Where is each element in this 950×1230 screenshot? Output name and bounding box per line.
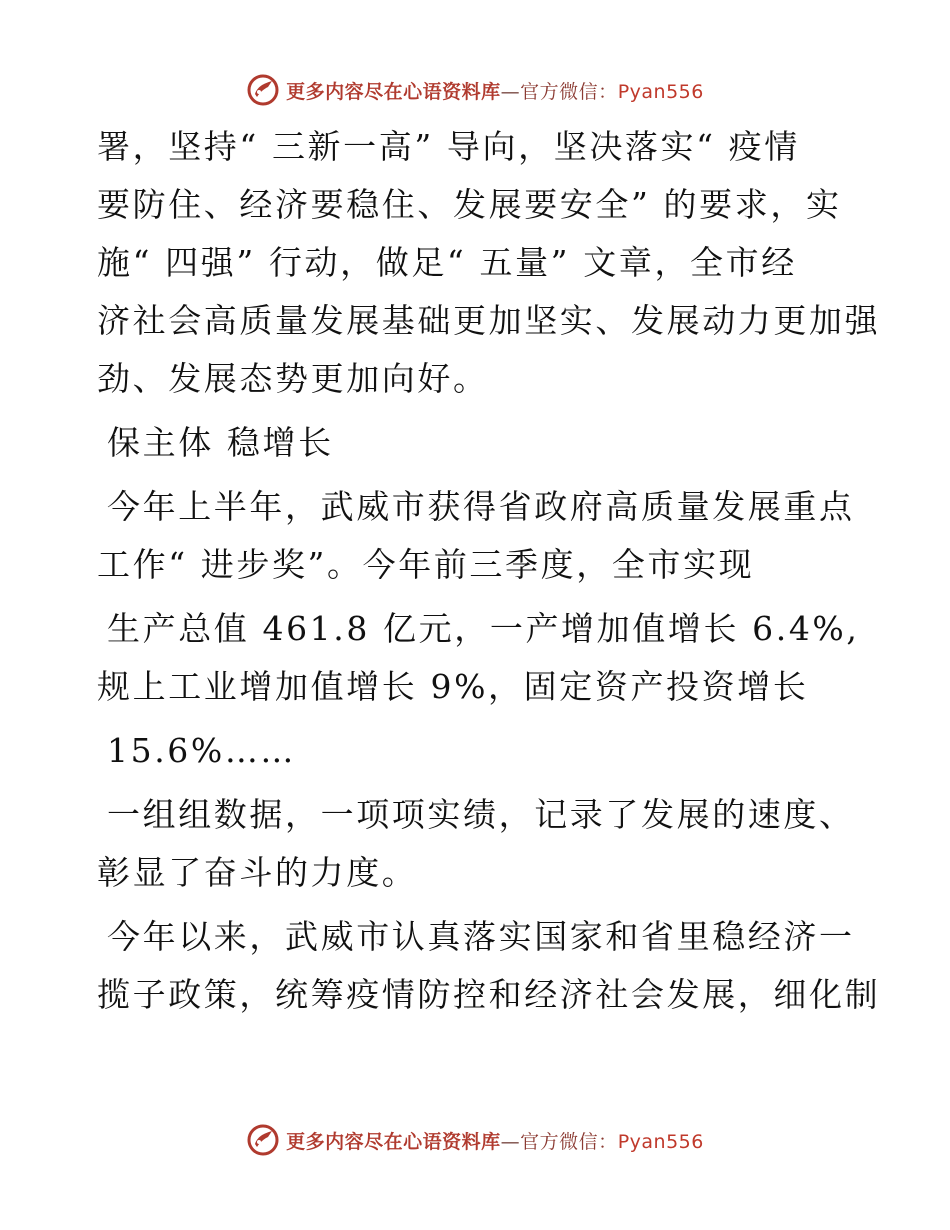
paragraph-award bbox=[97, 478, 857, 536]
text-line: 今年以来，武威市认真落实国家和省里稳经济一 bbox=[107, 917, 855, 956]
text-line: 揽子政策，统筹疫情防控和经济社会发展，细化制 bbox=[97, 975, 881, 1014]
text-line: 署，坚持“ 三新一高” 导向，坚决落实“ 疫情 bbox=[97, 127, 800, 166]
paragraph-policy-cont bbox=[97, 966, 881, 1024]
library-logo-icon bbox=[246, 1123, 280, 1157]
paragraph-gdp bbox=[97, 600, 860, 658]
text-line: 工作“ 进步奖”。今年前三季度，全市实现 bbox=[97, 545, 755, 584]
paragraph-data-summary-cont bbox=[97, 844, 857, 902]
text-line: 彰显了奋斗的力度。 bbox=[97, 853, 418, 892]
document-body bbox=[97, 118, 881, 1024]
paragraph-intro-continuation bbox=[97, 118, 881, 408]
paragraph-data-summary bbox=[97, 786, 857, 844]
paragraph-policy bbox=[97, 908, 857, 966]
footer-banner bbox=[0, 1120, 950, 1160]
text-line: 施“ 四强” 行动，做足“ 五量” 文章，全市经 bbox=[97, 243, 797, 282]
library-logo-icon bbox=[246, 73, 280, 107]
banner-text bbox=[286, 1127, 704, 1154]
text-line: 今年上半年，武威市获得省政府高质量发展重点 bbox=[107, 487, 855, 526]
paragraph-investment bbox=[97, 722, 857, 780]
banner-wechat-id: Pyan556 bbox=[617, 80, 704, 103]
banner-separator: — bbox=[500, 80, 521, 103]
banner-wechat-label: 官方微信： bbox=[520, 1130, 618, 1153]
banner-text bbox=[286, 77, 704, 104]
banner-main-text: 更多内容尽在心语资料库 bbox=[286, 80, 501, 103]
banner-separator: — bbox=[500, 1130, 521, 1153]
heading-text: 保主体 稳增长 bbox=[107, 423, 334, 462]
banner-wechat-id: Pyan556 bbox=[617, 1130, 704, 1153]
banner-main-text: 更多内容尽在心语资料库 bbox=[286, 1130, 501, 1153]
text-line: 生产总值 461.8 亿元，一产增加值增长 6.4%, bbox=[107, 609, 860, 648]
text-line: 要防住、经济要稳住、发展要安全” 的要求，实 bbox=[97, 185, 842, 224]
paragraph-award-cont bbox=[97, 536, 857, 594]
header-banner bbox=[0, 70, 950, 110]
text-line: 15.6%…… bbox=[107, 731, 297, 770]
text-line: 济社会高质量发展基础更加坚实、发展动力更加强 bbox=[97, 301, 881, 340]
text-line: 一组组数据，一项项实绩，记录了发展的速度、 bbox=[107, 795, 855, 834]
section-heading bbox=[97, 414, 857, 472]
paragraph-gdp-cont bbox=[97, 658, 857, 716]
banner-wechat-label: 官方微信： bbox=[520, 80, 618, 103]
text-line: 规上工业增加值增长 9%，固定资产投资增长 bbox=[97, 667, 809, 706]
text-line: 劲、发展态势更加向好。 bbox=[97, 359, 489, 398]
